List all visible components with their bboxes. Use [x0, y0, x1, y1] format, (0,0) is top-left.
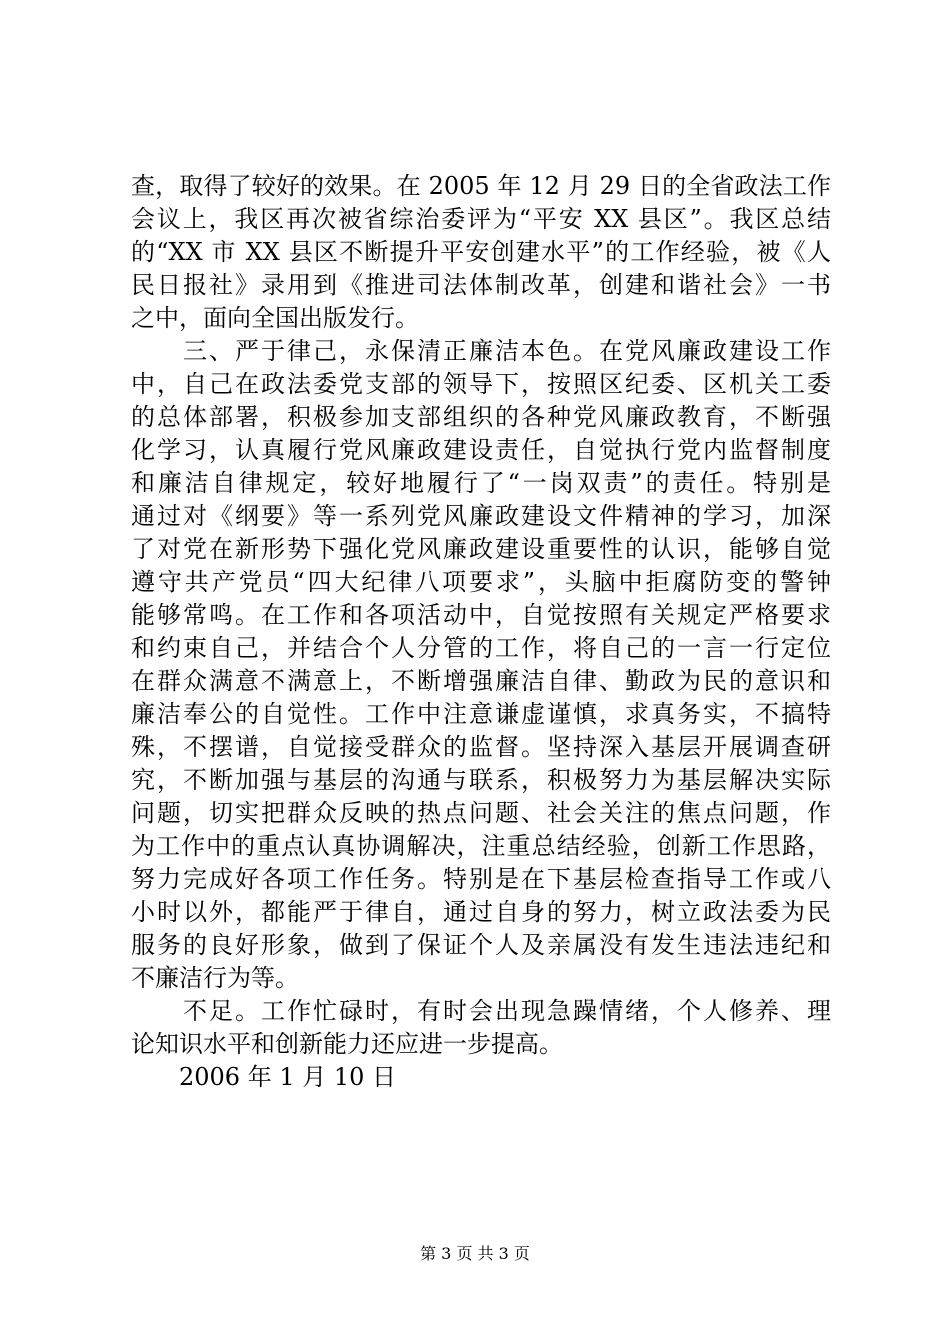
- text-line: 和廉洁自律规定，较好地履行了“一岗双责”的责任。特别是: [131, 469, 831, 497]
- text-line: 了对党在新形势下强化党风廉政建设重要性的认识，能够自觉: [131, 535, 831, 563]
- text-line: 查，取得了较好的效果。在 2005 年 12 月 29 日的全省政法工作: [131, 172, 831, 200]
- text-line: 廉洁奉公的自觉性。工作中注意谦虚谨慎，求真务实，不搞特: [131, 700, 831, 728]
- text-line: 中，自己在政法委党支部的领导下，按照区纪委、区机关工委: [131, 370, 831, 398]
- text-line: 会议上，我区再次被省综治委评为“平安 XX 县区”。我区总结: [131, 205, 831, 233]
- text-line: 和约束自己，并结合个人分管的工作，将自己的一言一行定位: [131, 634, 831, 662]
- text-line: 不廉洁行为等。: [131, 964, 299, 992]
- text-line: 在群众满意不满意上，不断增强廉洁自律、勤政为民的意识和: [131, 667, 831, 695]
- text-line: 努力完成好各项工作任务。特别是在下基层检查指导工作或八: [131, 865, 831, 893]
- text-line: 通过对《纲要》等一系列党风廉政建设文件精神的学习，加深: [131, 502, 831, 530]
- text-line: 能够常鸣。在工作和各项活动中，自觉按照有关规定严格要求: [131, 601, 831, 629]
- text-line: 的“XX 市 XX 县区不断提升平安创建水平”的工作经验，被《人: [131, 238, 831, 266]
- text-line: 论知识水平和创新能力还应进一步提高。: [131, 1030, 563, 1058]
- text-line: 之中，面向全国出版发行。: [131, 304, 419, 332]
- text-line: 究，不断加强与基层的沟通与联系，积极努力为基层解决实际: [131, 766, 831, 794]
- text-line: 民日报社》录用到《推进司法体制改革，创建和谐社会》一书: [131, 271, 831, 299]
- text-line: 为工作中的重点认真协调解决，注重总结经验，创新工作思路，: [131, 832, 831, 860]
- text-line: 问题，切实把群众反映的热点问题、社会关注的焦点问题，作: [131, 799, 831, 827]
- text-line: 三、严于律己，永保清正廉洁本色。在党风廉政建设工作: [131, 337, 831, 365]
- text-line: 服务的良好形象，做到了保证个人及亲属没有发生违法违纪和: [131, 931, 831, 959]
- date-line: 2006 年 1 月 10 日: [131, 1063, 397, 1091]
- page-footer: 第 3 页 共 3 页: [420, 1244, 530, 1263]
- text-line: 小时以外，都能严于律自，通过自身的努力，树立政法委为民: [131, 898, 831, 926]
- text-line: 不足。工作忙碌时，有时会出现急躁情绪，个人修养、理: [131, 997, 831, 1025]
- text-line: 化学习，认真履行党风廉政建设责任，自觉执行党内监督制度: [131, 436, 831, 464]
- text-line: 的总体部署，积极参加支部组织的各种党风廉政教育，不断强: [131, 403, 831, 431]
- text-line: 遵守共产党员“四大纪律八项要求”，头脑中拒腐防变的警钟: [131, 568, 831, 596]
- text-line: 殊，不摆谱，自觉接受群众的监督。坚持深入基层开展调查研: [131, 733, 831, 761]
- body-text: [131, 170, 831, 1094]
